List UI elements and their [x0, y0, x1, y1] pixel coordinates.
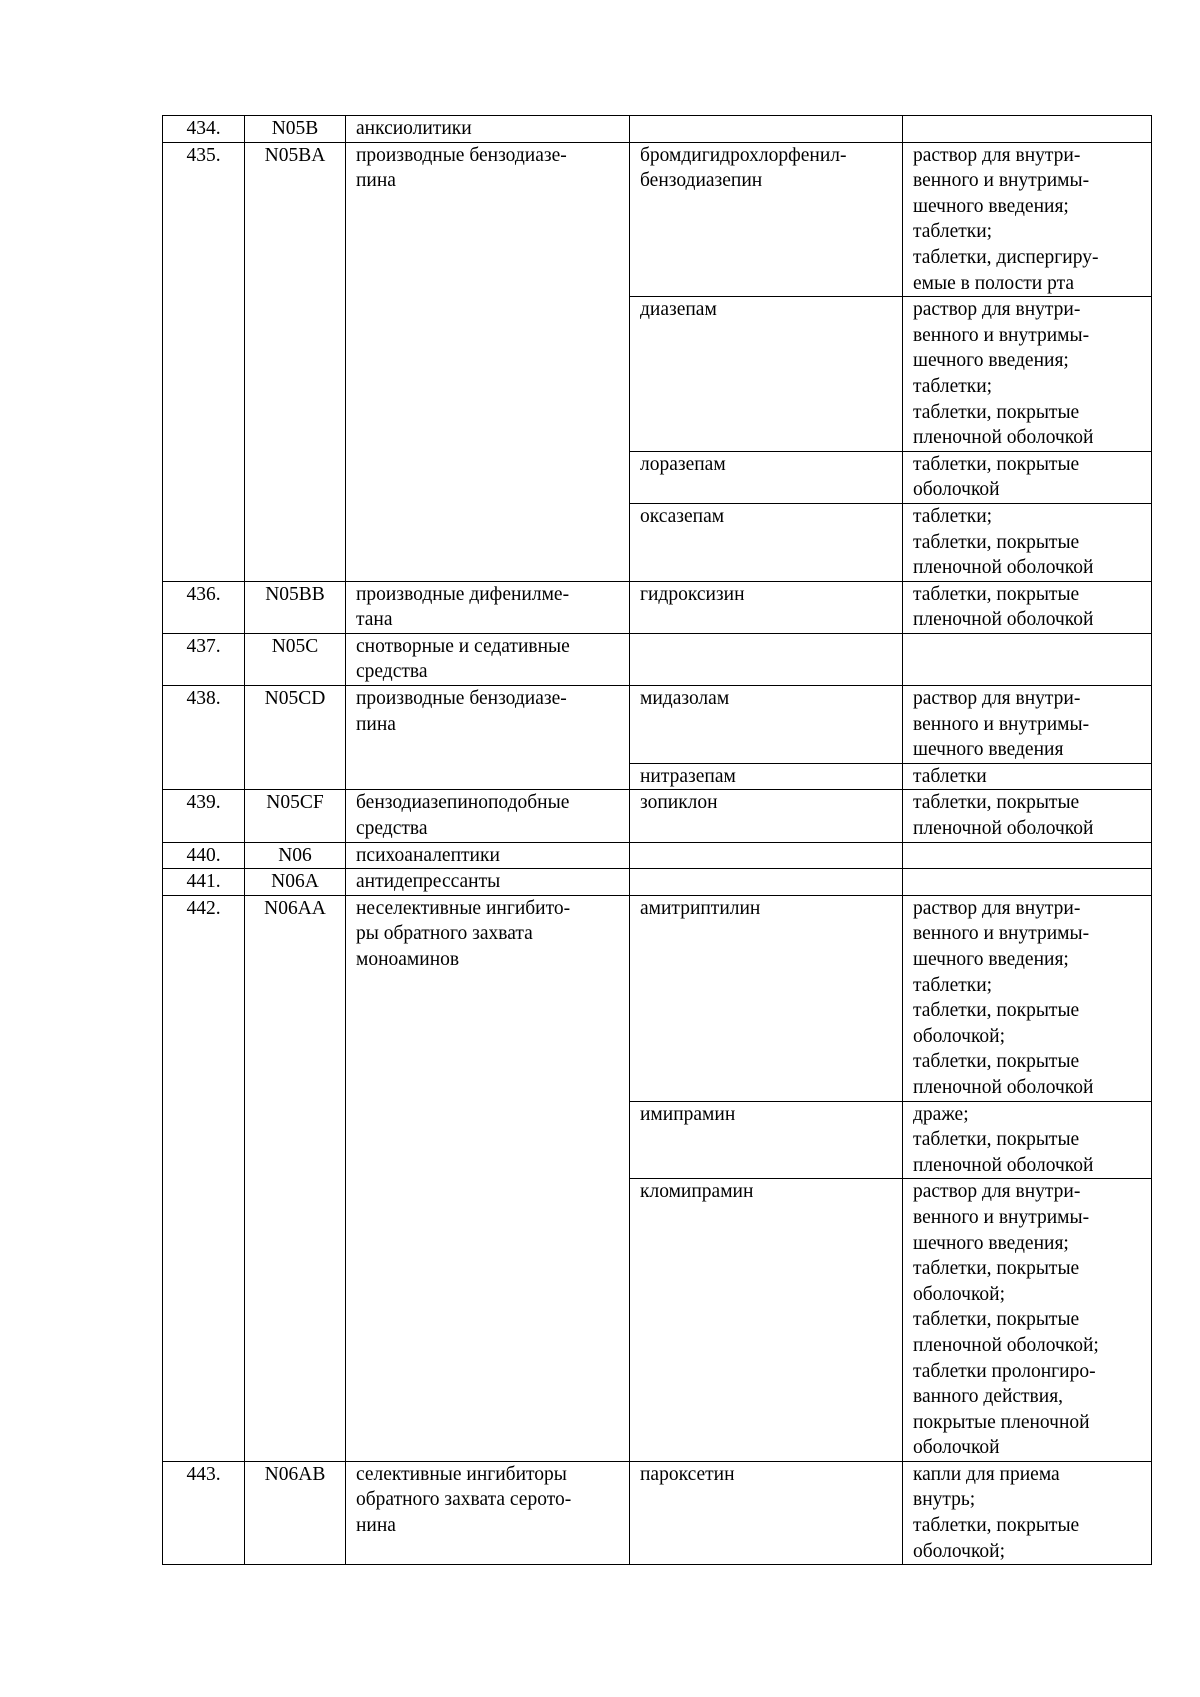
atc-code: N05BA	[245, 142, 346, 581]
atc-code: N05CD	[245, 686, 346, 790]
atc-code: N05CF	[245, 790, 346, 842]
dosage-form	[903, 869, 1152, 896]
atc-code: N06	[245, 842, 346, 869]
table-row	[163, 895, 1152, 1101]
row-number: 437.	[163, 633, 245, 685]
group-name: бензодиазепиноподобные средства	[346, 790, 630, 842]
drug-name: лоразепам	[630, 451, 903, 503]
group-name: селективные ингибиторы обратного захвата серото- нина	[346, 1461, 630, 1564]
dosage-form: раствор для внутри- венного и внутримы- шечного введения; таблетки; таблетки, покрытые оболочкой; таблетки, покрытые пленочной оболочкой	[903, 895, 1152, 1101]
table-row	[163, 1461, 1152, 1564]
dosage-form: таблетки; таблетки, покрытые пленочной оболочкой	[903, 503, 1152, 581]
row-number: 435.	[163, 142, 245, 581]
dosage-form	[903, 633, 1152, 685]
drug-name	[630, 842, 903, 869]
table-body	[163, 116, 1152, 1565]
row-number: 442.	[163, 895, 245, 1461]
row-number: 441.	[163, 869, 245, 896]
drug-name	[630, 116, 903, 143]
atc-code: N06A	[245, 869, 346, 896]
drug-name: бромдигидрохлорфенил- бензодиазепин	[630, 142, 903, 297]
drug-name: зопиклон	[630, 790, 903, 842]
row-number: 438.	[163, 686, 245, 790]
atc-code: N05C	[245, 633, 346, 685]
row-number: 436.	[163, 581, 245, 633]
atc-code: N05BB	[245, 581, 346, 633]
table-row	[163, 790, 1152, 842]
row-number: 440.	[163, 842, 245, 869]
drug-name: гидроксизин	[630, 581, 903, 633]
dosage-form	[903, 842, 1152, 869]
atc-code: N06AB	[245, 1461, 346, 1564]
dosage-form: раствор для внутри- венного и внутримы- шечного введения; таблетки; таблетки, покрытые пленочной оболочкой	[903, 297, 1152, 452]
dosage-form	[903, 116, 1152, 143]
dosage-form: таблетки, покрытые пленочной оболочкой	[903, 790, 1152, 842]
drug-name: нитразепам	[630, 763, 903, 790]
table-row	[163, 116, 1152, 143]
drug-name: оксазепам	[630, 503, 903, 581]
table-row	[163, 581, 1152, 633]
drug-name: пароксетин	[630, 1461, 903, 1564]
table-row	[163, 842, 1152, 869]
atc-code: N05B	[245, 116, 346, 143]
drug-name: амитриптилин	[630, 895, 903, 1101]
drug-name: мидазолам	[630, 686, 903, 764]
group-name: антидепрессанты	[346, 869, 630, 896]
drug-name: имипрамин	[630, 1101, 903, 1179]
atc-code: N06AA	[245, 895, 346, 1461]
dosage-form: таблетки, покрытые пленочной оболочкой	[903, 581, 1152, 633]
table-row	[163, 869, 1152, 896]
dosage-form: раствор для внутри- венного и внутримы- шечного введения; таблетки; таблетки, диспергиру- емые в полости рта	[903, 142, 1152, 297]
drug-name: диазепам	[630, 297, 903, 452]
row-number: 443.	[163, 1461, 245, 1564]
dosage-form: раствор для внутри- венного и внутримы- шечного введения	[903, 686, 1152, 764]
group-name: психоаналептики	[346, 842, 630, 869]
table-row	[163, 633, 1152, 685]
group-name: производные дифенилме- тана	[346, 581, 630, 633]
dosage-form: раствор для внутри- венного и внутримы- шечного введения; таблетки, покрытые оболочкой; таблетки, покрытые пленочной оболочкой; таблетки пролонгиро- ванного действия, покрытые пленочной оболочкой	[903, 1179, 1152, 1462]
dosage-form: таблетки, покрытые оболочкой	[903, 451, 1152, 503]
table-row	[163, 686, 1152, 764]
medicines-table	[162, 115, 1152, 1565]
group-name: производные бензодиазе- пина	[346, 142, 630, 581]
drug-name	[630, 869, 903, 896]
drug-name: кломипрамин	[630, 1179, 903, 1462]
group-name: неселективные ингибито- ры обратного захвата моноаминов	[346, 895, 630, 1461]
group-name: производные бензодиазе- пина	[346, 686, 630, 790]
dosage-form: таблетки	[903, 763, 1152, 790]
table-row	[163, 142, 1152, 297]
dosage-form: драже; таблетки, покрытые пленочной оболочкой	[903, 1101, 1152, 1179]
row-number: 439.	[163, 790, 245, 842]
row-number: 434.	[163, 116, 245, 143]
dosage-form: капли для приема внутрь; таблетки, покрытые оболочкой;	[903, 1461, 1152, 1564]
drug-name	[630, 633, 903, 685]
group-name: снотворные и седативные средства	[346, 633, 630, 685]
group-name: анксиолитики	[346, 116, 630, 143]
